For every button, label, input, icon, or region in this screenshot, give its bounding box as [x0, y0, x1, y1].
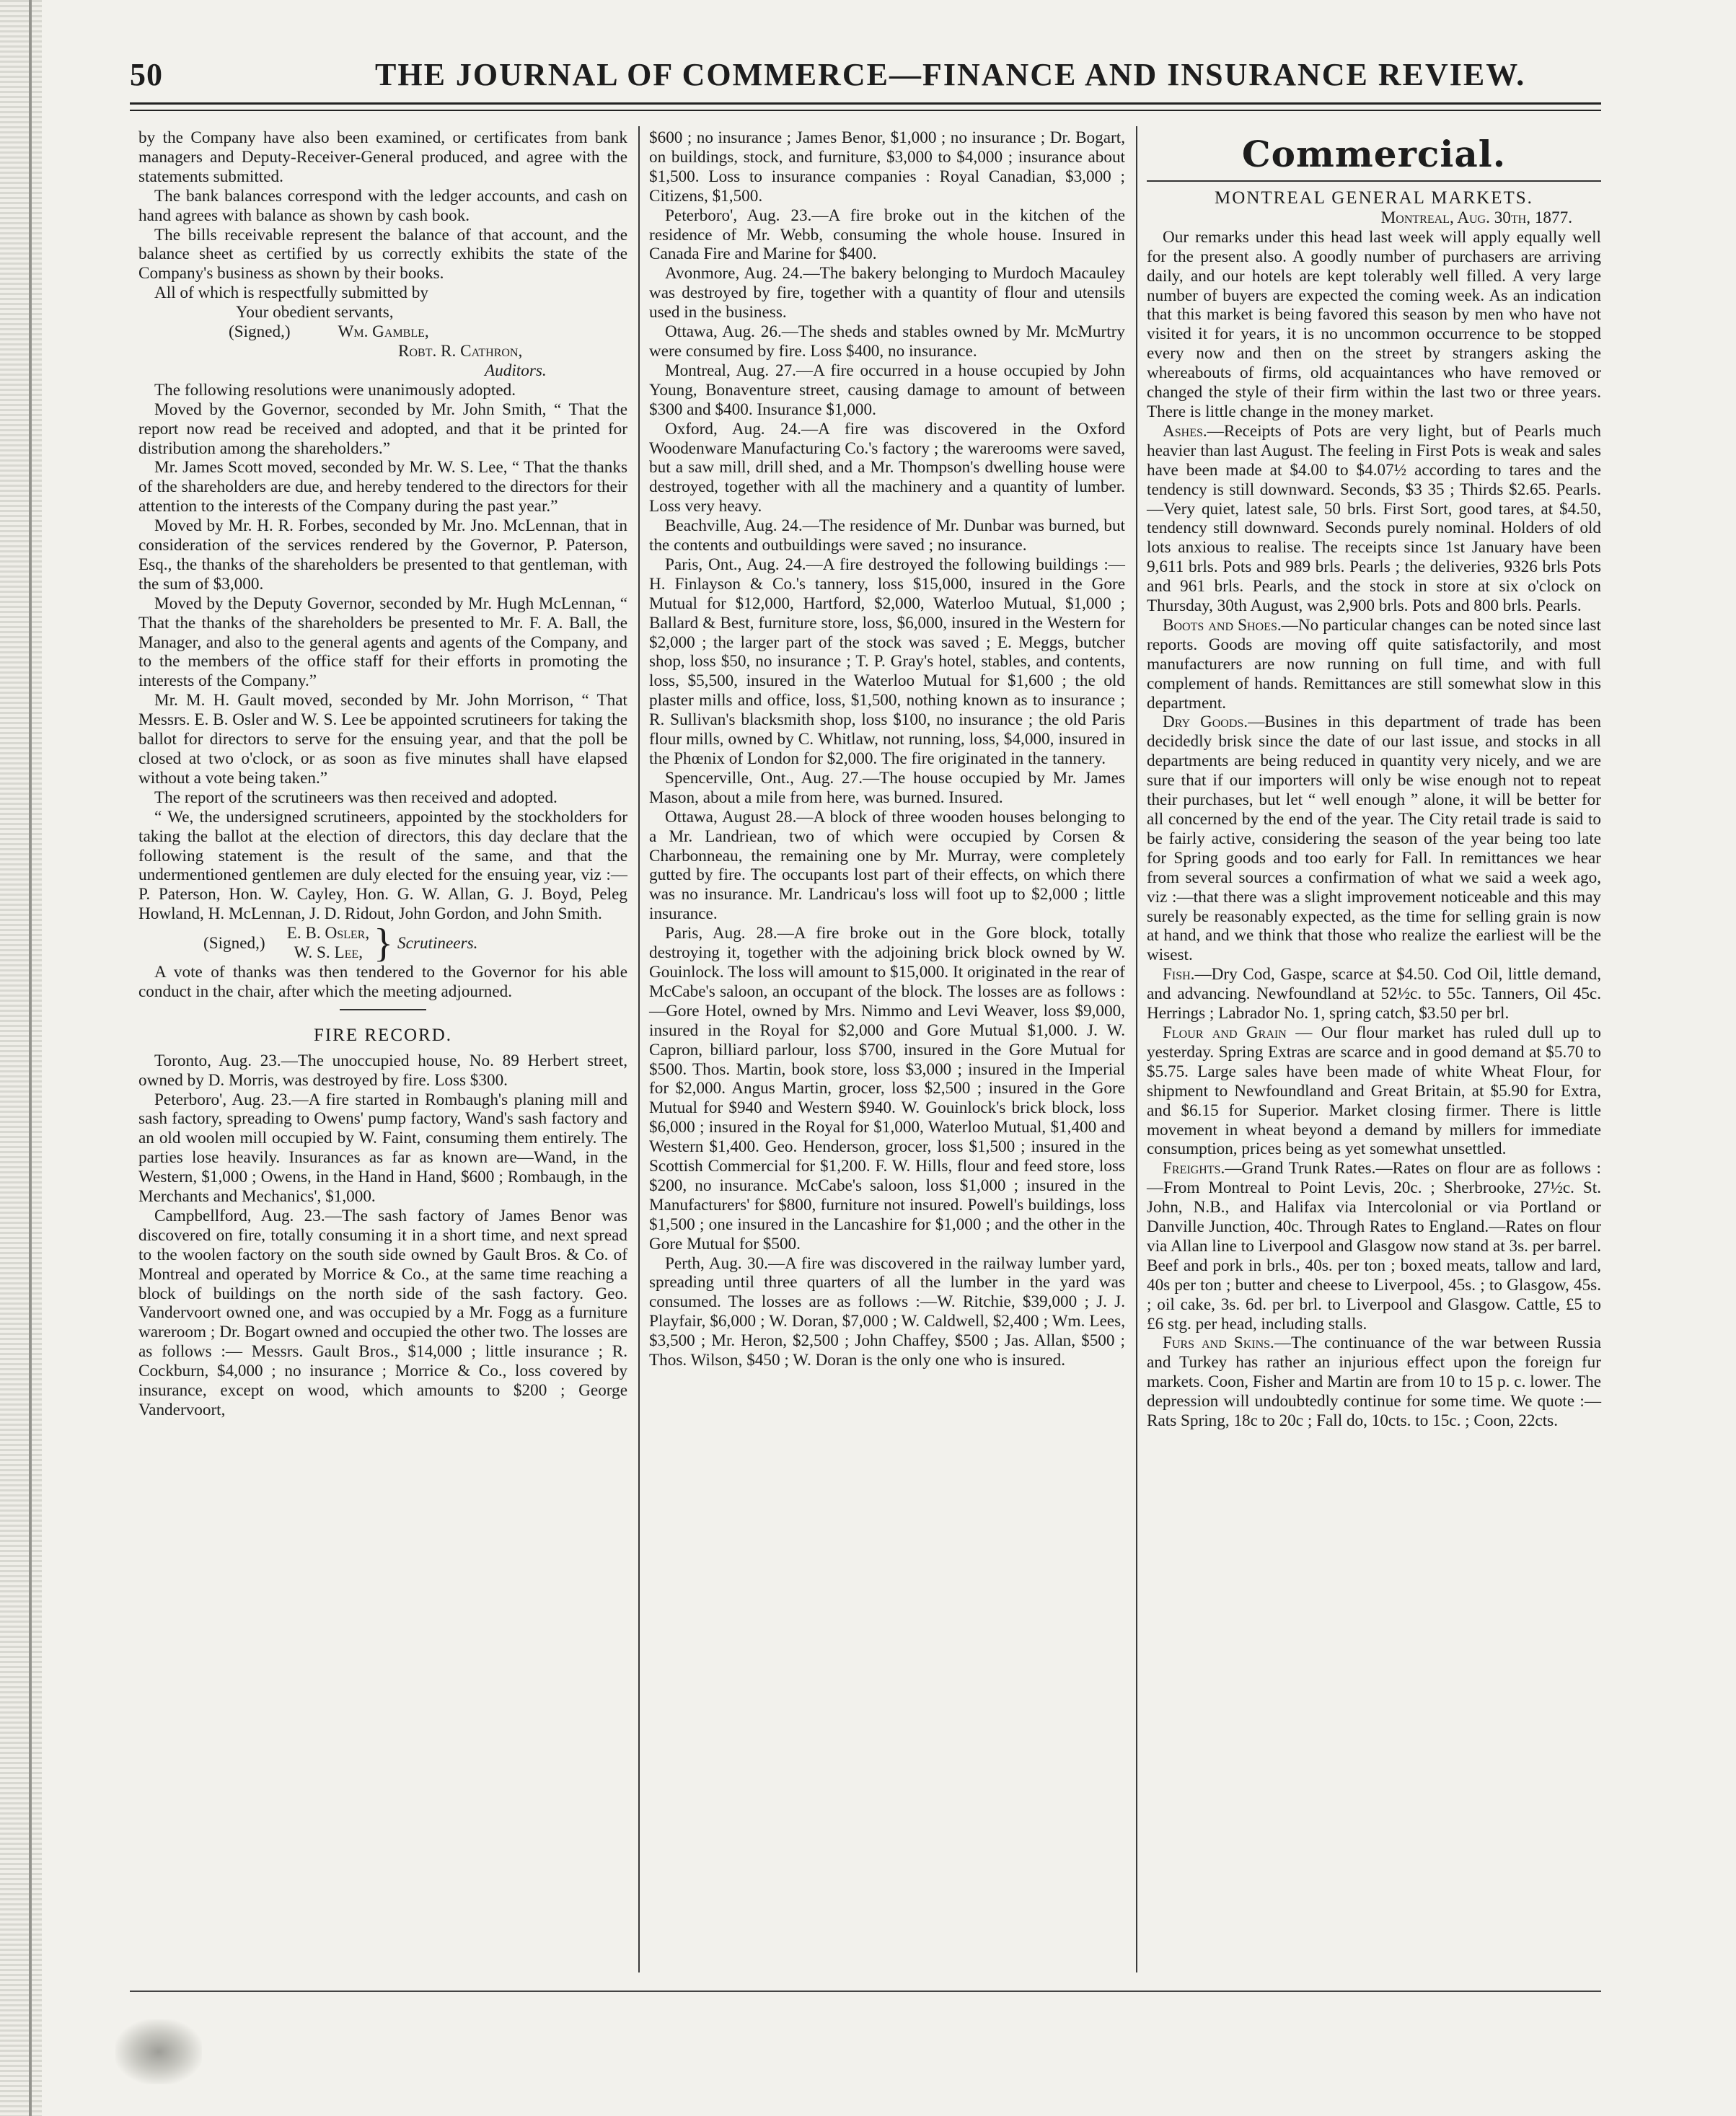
column-divider-1: [638, 126, 640, 1972]
scrutineer-name: E. B. Osler,: [286, 924, 370, 943]
paragraph: A vote of thanks was then tendered to the Governor for his able conduct in the chair, after which the meeting adjourned.: [138, 962, 627, 1001]
paragraph: Avonmore, Aug. 24.—The bakery belonging to Murdoch Macauley was destroyed by fire, together with a quantity of flour and utensils used in the business.: [649, 264, 1125, 322]
ink-smudge: [115, 2019, 202, 2084]
paragraph: Campbellford, Aug. 23.—The sash factory of James Benor was discovered on fire, totally consuming it in a short time, and next spread to the woolen factory on the south side owned by Gault Bros. & Co. of Montreal and operated by Morrice & Co., at the same time reaching a block of buildings on the north side of the sash factory. Geo. Vandervoort owned one, and was occupied by a Mr. Fogg as a furniture wareroom ; Dr. Bogart owned and occupied the other two. The losses are as follows :— Messrs. Gault Bros., $14,000 ; little insurance ; R. Cockburn, $4,000 ; no insurance ; Morrice & Co., loss covered by insurance, except on wood, which amounts to $200 ; George Vandervoort,: [138, 1206, 627, 1419]
column-1: [138, 128, 627, 1420]
page-number: 50: [130, 57, 163, 92]
furs-text: —The continuance of the war between Russia and Turkey has rather an injurious effect upon the foreign fur markets. Coon, Fisher and Martin are from 10 to 15 p. c. lower. The depression will undoubtedly continue for some time. We quote :—Rats Spring, 18c to 20c ; Fall do, 10cts. to 15c. ; Coon, 22cts.: [1147, 1333, 1602, 1431]
paragraph: Perth, Aug. 30.—A fire was discovered in the railway lumber yard, spreading until three quarters of all the lumber in the yard was consumed. The losses are as follows :—W. Ritchie, $39,000 ; J. J. Playfair, $6,000 ; W. Doran, $7,000 ; W. Caldwell, $2,400 ; Wm. Lees, $3,500 ; Mr. Heron, $2,500 ; John Chaffey, $500 ; Jas. Allan, $500 ; Thos. Wilson, $450 ; W. Doran is the only one who is insured.: [649, 1253, 1125, 1370]
commercial-heading: Commercial.: [1241, 133, 1507, 175]
auditor-name: Robt. R. Cathron,: [398, 341, 523, 361]
flour-text: — Our flour market has ruled dull up to yesterday. Spring Extras are scarce and in good demand at $5.70 to $5.75. Large sales have been made of white Wheat Flour, for shipment to Newfoundland and Great Britain, at $5.90 for Extra, and $6.15 for Superior. Market closing firmer. There is little movement in wheat beyond a demand by millers for immediate consumption, prices being as yet somewhat unsettled.: [1147, 1023, 1601, 1159]
paragraph: Peterboro', Aug. 23.—A fire broke out in the kitchen of the residence of Mr. Webb, consuming the whole house. Insured in Canada Fire and Marine for $400.: [649, 206, 1125, 264]
signed-label: (Signed,): [203, 933, 265, 953]
paragraph: Mr. James Scott moved, seconded by Mr. W. S. Lee, “ That the thanks of the shareholders are due, and hereby tendered to the directors for their attention to the interests of the Company during the past year.”: [138, 458, 627, 516]
fish-label: Fish.: [1163, 965, 1195, 984]
paragraph: Beachville, Aug. 24.—The residence of Mr. Dunbar was burned, but the contents and outbuildings were saved ; no insurance.: [649, 516, 1125, 555]
paragraph: The following resolutions were unanimously adopted.: [154, 380, 516, 400]
paragraph: Toronto, Aug. 23.—The unoccupied house, No. 89 Herbert street, owned by D. Morris, was destroyed by fire. Loss $300.: [138, 1051, 627, 1090]
paragraph: Peterboro', Aug. 23.—A fire started in Rombaugh's planing mill and sash factory, spreading to Owens' pump factory, Wand's sash factory and an old woolen mill occupied by W. Faint, consuming them entirely. The parties lose heavily. Insurances as far as known are—Wand, in the Western, $1,000 ; Owens, in the Hand in Hand, $600 ; Rombaugh, in the Merchants and Mechanics', $1,000.: [138, 1090, 627, 1207]
paragraph: All of which is respectfully submitted by: [154, 283, 428, 303]
freights-label: Freights.: [1163, 1159, 1225, 1178]
signature-line: Your obedient servants,: [236, 303, 394, 322]
paragraph: [1147, 616, 1601, 713]
column-3: [1147, 128, 1601, 1431]
brace: }: [374, 921, 394, 966]
flour-label: Flour and Grain: [1163, 1023, 1287, 1042]
paragraph: Mr. M. H. Gault moved, seconded by Mr. John Morrison, “ That Messrs. E. B. Osler and W. S. Lee be appointed scrutineers for taking the ballot for directors to serve for the ensuing year, and that the poll be closed at two o'clock, or as soon as five minutes shall have elapsed without a vote being taken.”: [138, 691, 627, 788]
paragraph: “ We, the undersigned scrutineers, appointed by the stockholders for taking the ballot at the election of directors, this day declare that the following statement is the result of the same, and that the undermentioned gentlemen are duly elected for the ensuing year, viz :—P. Paterson, Hon. W. Cayley, Hon. G. W. Allan, G. J. Boyd, Peleg Howland, H. McLennan, J. D. Ridout, John Gordon, and John Smith.: [138, 807, 627, 924]
signed-label: (Signed,): [229, 322, 291, 342]
paragraph: Moved by Mr. H. R. Forbes, seconded by Mr. Jno. McLennan, that in consideration of the services rendered by the Governor, P. Paterson, Esq., the thanks of the shareholders be presented to that gentleman, with the sum of $3,000.: [138, 516, 627, 594]
dry-goods-text: —Busines in this department of trade has been decidedly brisk since the date of our last issue, and stocks in all departments are being reduced in quantity very nicely, and we are sure that if our importers will only be wise enough not to repeat their purchases, but let “ well enough ” alone, it will be better for all concerned by the end of the year. The City retail trade is said to be fairly active, considering the season of the year being too late for Spring goods and too early for Fall. In remittances we hear from several sources a confirmation of what we said a week ago, viz :—that there was a slight improvement noticeable and this may surely be reasonably expected, as the time for selling grain is now at hand, and we think that those who realize the earliest will be the wisest.: [1147, 713, 1601, 965]
dateline: Montreal, Aug. 30th, 1877.: [1380, 208, 1572, 227]
auditor-name: Wm. Gamble,: [338, 322, 429, 342]
paragraph: $600 ; no insurance ; James Benor, $1,000 ; no insurance ; Dr. Bogart, on buildings, stock, and furniture, $3,000 to $4,000 ; insurance about $1,500. Loss to insurance companies : Royal Canadian, $3,000 ; Citizens, $1,500.: [649, 128, 1125, 206]
section-divider: [340, 1009, 426, 1010]
fish-text: —Dry Cod, Gaspe, scarce at $4.50. Cod Oil, little demand, and advancing. Newfoundland at 52½c. to 55c. Tanners, Oil 45c. Herrings ; Labrador No. 1, spring catch, $3.50 per brl.: [1147, 965, 1601, 1023]
dry-goods-label: Dry Goods.: [1163, 713, 1248, 732]
paragraph: [1147, 1333, 1601, 1431]
scrutineer-name: W. S. Lee,: [294, 943, 363, 963]
binding-edge: [0, 0, 42, 2116]
paragraph: The report of the scrutineers was then received and adopted.: [154, 788, 558, 807]
paragraph: Moved by the Deputy Governor, seconded by Mr. Hugh McLennan, “ That the thanks of the shareholders be presented to Mr. F. A. Ball, the Manager, and also to the general agents and agents of the Company, and to the members of the office staff for their efforts in promoting the interests of the Company.”: [138, 594, 627, 691]
ashes-text: —Receipts of Pots are very light, but of Pearls much heavier than last August. The feeling in First Pots is weak and sales have been made at $4.00 to $4.07½ according to tares and the tendency is still downward. Seconds, $3 35 ; Thirds $2.65. Pearls.—Very quiet, latest sale, 50 brls. First Sort, good tares, at $4.50, tendency still downward. Seconds purely nominal. Holders of old lots anxious to realise. The receipts since 1st January have been 9,611 brls. Pots and 989 brls. Pearls ; the deliveries, 9326 brls Pots and 961 brls. Pearls, and the stock in store at six o'clock on Thursday, 30th August, was 2,900 brls. Pots and 800 brls. Pearls.: [1147, 421, 1601, 616]
auditors-label: Auditors.: [485, 361, 547, 380]
scrutineer-names: [287, 924, 369, 963]
paragraph: The bank balances correspond with the ledger accounts, and cash on hand agrees with balance as shown by cash book.: [138, 186, 627, 225]
paragraph: Oxford, Aug. 24.—A fire was discovered in the Oxford Woodenware Manufacturing Co.'s factory ; the warerooms were saved, but a saw mill, drill shed, and a Mr. Thompson's dwelling house were destroyed, together with all the machinery and a quantity of lumber. Loss very heavy.: [649, 419, 1125, 516]
paragraph: Moved by the Governor, seconded by Mr. John Smith, “ That the report now read be received and adopted, and that it be printed for distribution among the shareholders.”: [138, 400, 627, 458]
header-rule: [130, 102, 1601, 111]
bottom-rule: [130, 1991, 1601, 1992]
markets-heading: MONTREAL GENERAL MARKETS.: [1215, 188, 1533, 208]
signature-row: [138, 322, 627, 342]
section-rule: [1147, 180, 1601, 182]
paragraph: Spencerville, Ont., Aug. 27.—The house occupied by Mr. James Mason, about a mile from here, was burned. Insured.: [649, 768, 1125, 807]
paragraph: Paris, Aug. 28.—A fire broke out in the Gore block, totally destroying it, together with the adjoining brick block owned by W. Gouinlock. The loss will amount to $15,000. It originated in the rear of McCabe's saloon, an occupant of the block. The losses are as follows :—Gore Hotel, owned by Mrs. Nimmo and Levi Weaver, loss $9,000, insured in the Royal for $2,000 and Gore Mutual $1,000. J. W. Capron, billiard parlour, loss $700, insured in the Gore Mutual for $500. Thos. Martin, book store, loss $3,000 ; insured in the Imperial for $2,000. Angus Martin, grocer, loss $2,500 ; insured in the Gore Mutual for $940 and Western $940. W. Gouinlock's brick block, loss $6,000 ; insured in the Royal for $1,000, Waterloo Mutual, $1,400 and Western $1,400. Geo. Henderson, grocer, loss $1,500 ; insured in the Scottish Commercial for $1,200. F. W. Hills, flour and feed store, loss $200, no insurance. McCabe's saloon, loss $1,000 ; insured in the Manufacturers' for $800, furniture not insured. Powell's buildings, loss $1,500 ; one insured in the Lancashire for $1,000 ; and the other in the Gore Mutual for $500.: [649, 924, 1125, 1253]
paragraph: Our remarks under this head last week will apply equally well for the present also. A goodly number of purchasers are arriving daily, and our hotels are kept tolerably well filled. A very large number of buyers are expected the coming week. As an indication that this market is being favored this season by men who have not visited it for years, it is no uncommon occurrence to be stopped every now and then on the street by strangers asking the whereabouts of firms, old acquaintances who have removed or changed the style of their firm within the last two or three years. There is little change in the money market.: [1147, 227, 1601, 421]
paragraph: [1147, 965, 1601, 1023]
paragraph: by the Company have also been examined, or certificates from bank managers and Deputy-Receiver-General produced, and agree with the statements submitted.: [138, 128, 627, 186]
paragraph: Montreal, Aug. 27.—A fire occurred in a house occupied by John Young, Bonaventure street, causing damage to amount of between $300 and $400. Insurance $1,000.: [649, 361, 1125, 419]
scrutineers-signature: [138, 921, 627, 966]
paragraph: [1147, 713, 1601, 965]
scrutineers-label: Scrutineers.: [397, 933, 478, 953]
fire-record-heading: FIRE RECORD.: [313, 1025, 453, 1045]
paragraph: [1147, 1159, 1601, 1333]
paragraph: Paris, Ont., Aug. 24.—A fire destroyed the following buildings :—H. Finlayson & Co.'s tannery, loss $15,000, insured in the Gore Mutual for $12,000, Hartford, $2,000, Waterloo Mutual, $1,000 ; Ballard & Best, furniture store, loss, $6,000, insured in the Western for $2,000 ; the larger part of the stock was saved ; E. Meggs, butcher shop, loss $50, no insurance ; T. P. Gray's hotel, stables, and contents, loss, $5,500, insured in the Waterloo Mutual for $1,600 ; the old plaster mills and office, loss, $1,500, nothing known as to insurance ; R. Sullivan's blacksmith shop, loss $100, no insurance ; the old Paris flour mills, owned by C. Whitlaw, not running, loss, $4,000, insured in the Phœnix of London for $2,000. The fire originated in the tannery.: [649, 555, 1125, 768]
freights-text: —Grand Trunk Rates.—Rates on flour are as follows :—From Montreal to Point Levis, 20c. ; Sherbrooke, 27½c. St. John, N.B., and Halifax via Intercolonial or via Portland or Danville Junction, 40c. Through Rates to England.—Rates on flour via Allan line to Liverpool and Glasgow now stand at 3s. per barrel. Beef and pork in brls., 40s. per ton ; boxed meats, tallow and lard, 40s per ton ; butter and cheese to Liverpool, 45s. ; to Glasgow, 45s. ; oil cake, 3s. 6d. per brl. to Liverpool and Glasgow. Cattle, £5 to £6 stg. per head, including stalls.: [1147, 1159, 1601, 1333]
boots-label: Boots and Shoes.: [1163, 615, 1282, 635]
paragraph: [1147, 1023, 1601, 1159]
paragraph: Ottawa, August 28.—A block of three wooden houses belonging to a Mr. Landriean, two of which were occupied by Corsen & Charbonneau, the remaining one by Mr. Murray, were completely gutted by fire. The occupants lost part of their effects, on which there was no insurance. Mr. Landricau's loss will foot up to $2,000 ; little insurance.: [649, 807, 1125, 924]
paragraph: Ottawa, Aug. 26.—The sheds and stables owned by Mr. McMurtry were consumed by fire. Loss $400, no insurance.: [649, 322, 1125, 361]
ashes-label: Ashes.: [1163, 421, 1207, 441]
column-2: [649, 128, 1125, 1370]
journal-title: THE JOURNAL OF COMMERCE—FINANCE AND INSURANCE REVIEW.: [375, 57, 1526, 92]
paragraph: [1147, 422, 1601, 616]
column-divider-2: [1136, 126, 1137, 1972]
furs-label: Furs and Skins.: [1163, 1333, 1274, 1353]
page-header: [130, 52, 1601, 102]
boots-text: —No particular changes can be noted since last reports. Goods are moving off quite satisfactorily, and most manufacturers are now running on full time, and with full complement of hands. Remittances are still somewhat slow in this department.: [1147, 615, 1601, 713]
paragraph: The bills receivable represent the balance of that account, and the balance sheet as certified by us correctly exhibits the state of the Company's business as shown by their books.: [138, 225, 627, 283]
